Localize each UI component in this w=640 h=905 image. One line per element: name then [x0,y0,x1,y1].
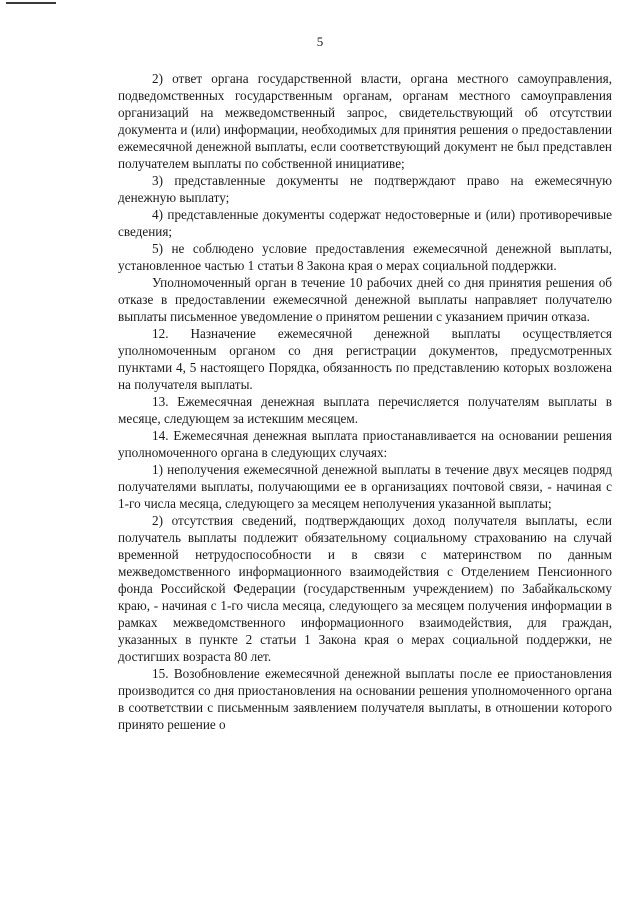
paragraph-refusal-notice: Уполномоченный орган в течение 10 рабочих дней со дня принятия решения об отказе в предоставлении ежемесячной денежной выплаты направляет получателю выплаты письменное уведомление о принятом решении с указанием причин отказа. [118,275,612,324]
scan-edge-mark [6,2,56,4]
paragraph-refusal-reason-5: 5) не соблюдено условие предоставления ежемесячной денежной выплаты, установленное частью 1 статьи 8 Закона края о мерах социальной поддержки. [118,241,612,273]
paragraph-refusal-reason-3: 3) представленные документы не подтверждают право на ежемесячную денежную выплату; [118,173,612,205]
paragraph-clause-14: 14. Ежемесячная денежная выплата приостанавливается на основании решения уполномоченного органа в следующих случаях: [118,428,612,460]
paragraph-clause-12: 12. Назначение ежемесячной денежной выплаты осуществляется уполномоченным органом со дня регистрации документов, предусмотренных пунктами 4, 5 настоящего Порядка, обязанность по представлению которых возложена на получателя выплаты. [118,326,612,392]
document-body [118,70,612,733]
paragraph-clause-13: 13. Ежемесячная денежная выплата перечисляется получателям выплаты в месяце, следующем за истекшим месяцем. [118,394,612,426]
paragraph-clause-15: 15. Возобновление ежемесячной денежной выплаты после ее приостановления производится со дня приостановления на основании решения уполномоченного органа в соответствии с письменным заявлением получателя выплаты, в отношении которого принято решение о [118,666,612,732]
paragraph-suspension-case-2: 2) отсутствия сведений, подтверждающих доход получателя выплаты, если получатель выплаты подлежит обязательному социальному страхованию на случай временной нетрудоспособности и в связи с материнством по данным межведомственного информационного взаимодействия с Отделением Пенсионного фонда Российской Федерации (государственным учреждением) по Забайкальскому краю, - начиная с 1-го числа месяца, следующего за месяцем получения информации в рамках межведомственного информационного взаимодействия, для граждан, указанных в пункте 2 статьи 1 Закона края о мерах социальной поддержки, не достигших возраста 80 лет. [118,513,612,664]
paragraph-refusal-reason-2: 2) ответ органа государственной власти, органа местного самоуправления, подведомственных государственным органам, органам местного самоуправления организаций на межведомственный запрос, свидетельствующий об отсутствии документа и (или) информации, необходимых для принятия решения о предоставлении ежемесячной денежной выплаты, если соответствующий документ не был представлен получателем выплаты по собственной инициативе; [118,71,612,171]
paragraph-refusal-reason-4: 4) представленные документы содержат недостоверные и (или) противоречивые сведения; [118,207,612,239]
paragraph-suspension-case-1: 1) неполучения ежемесячной денежной выплаты в течение двух месяцев подряд получателями выплаты, получающими ее в организациях почтовой связи, - начиная с 1-го числа месяца, следующего за месяцем неполучения указанной выплаты; [118,462,612,511]
page-number: 5 [316,34,324,49]
